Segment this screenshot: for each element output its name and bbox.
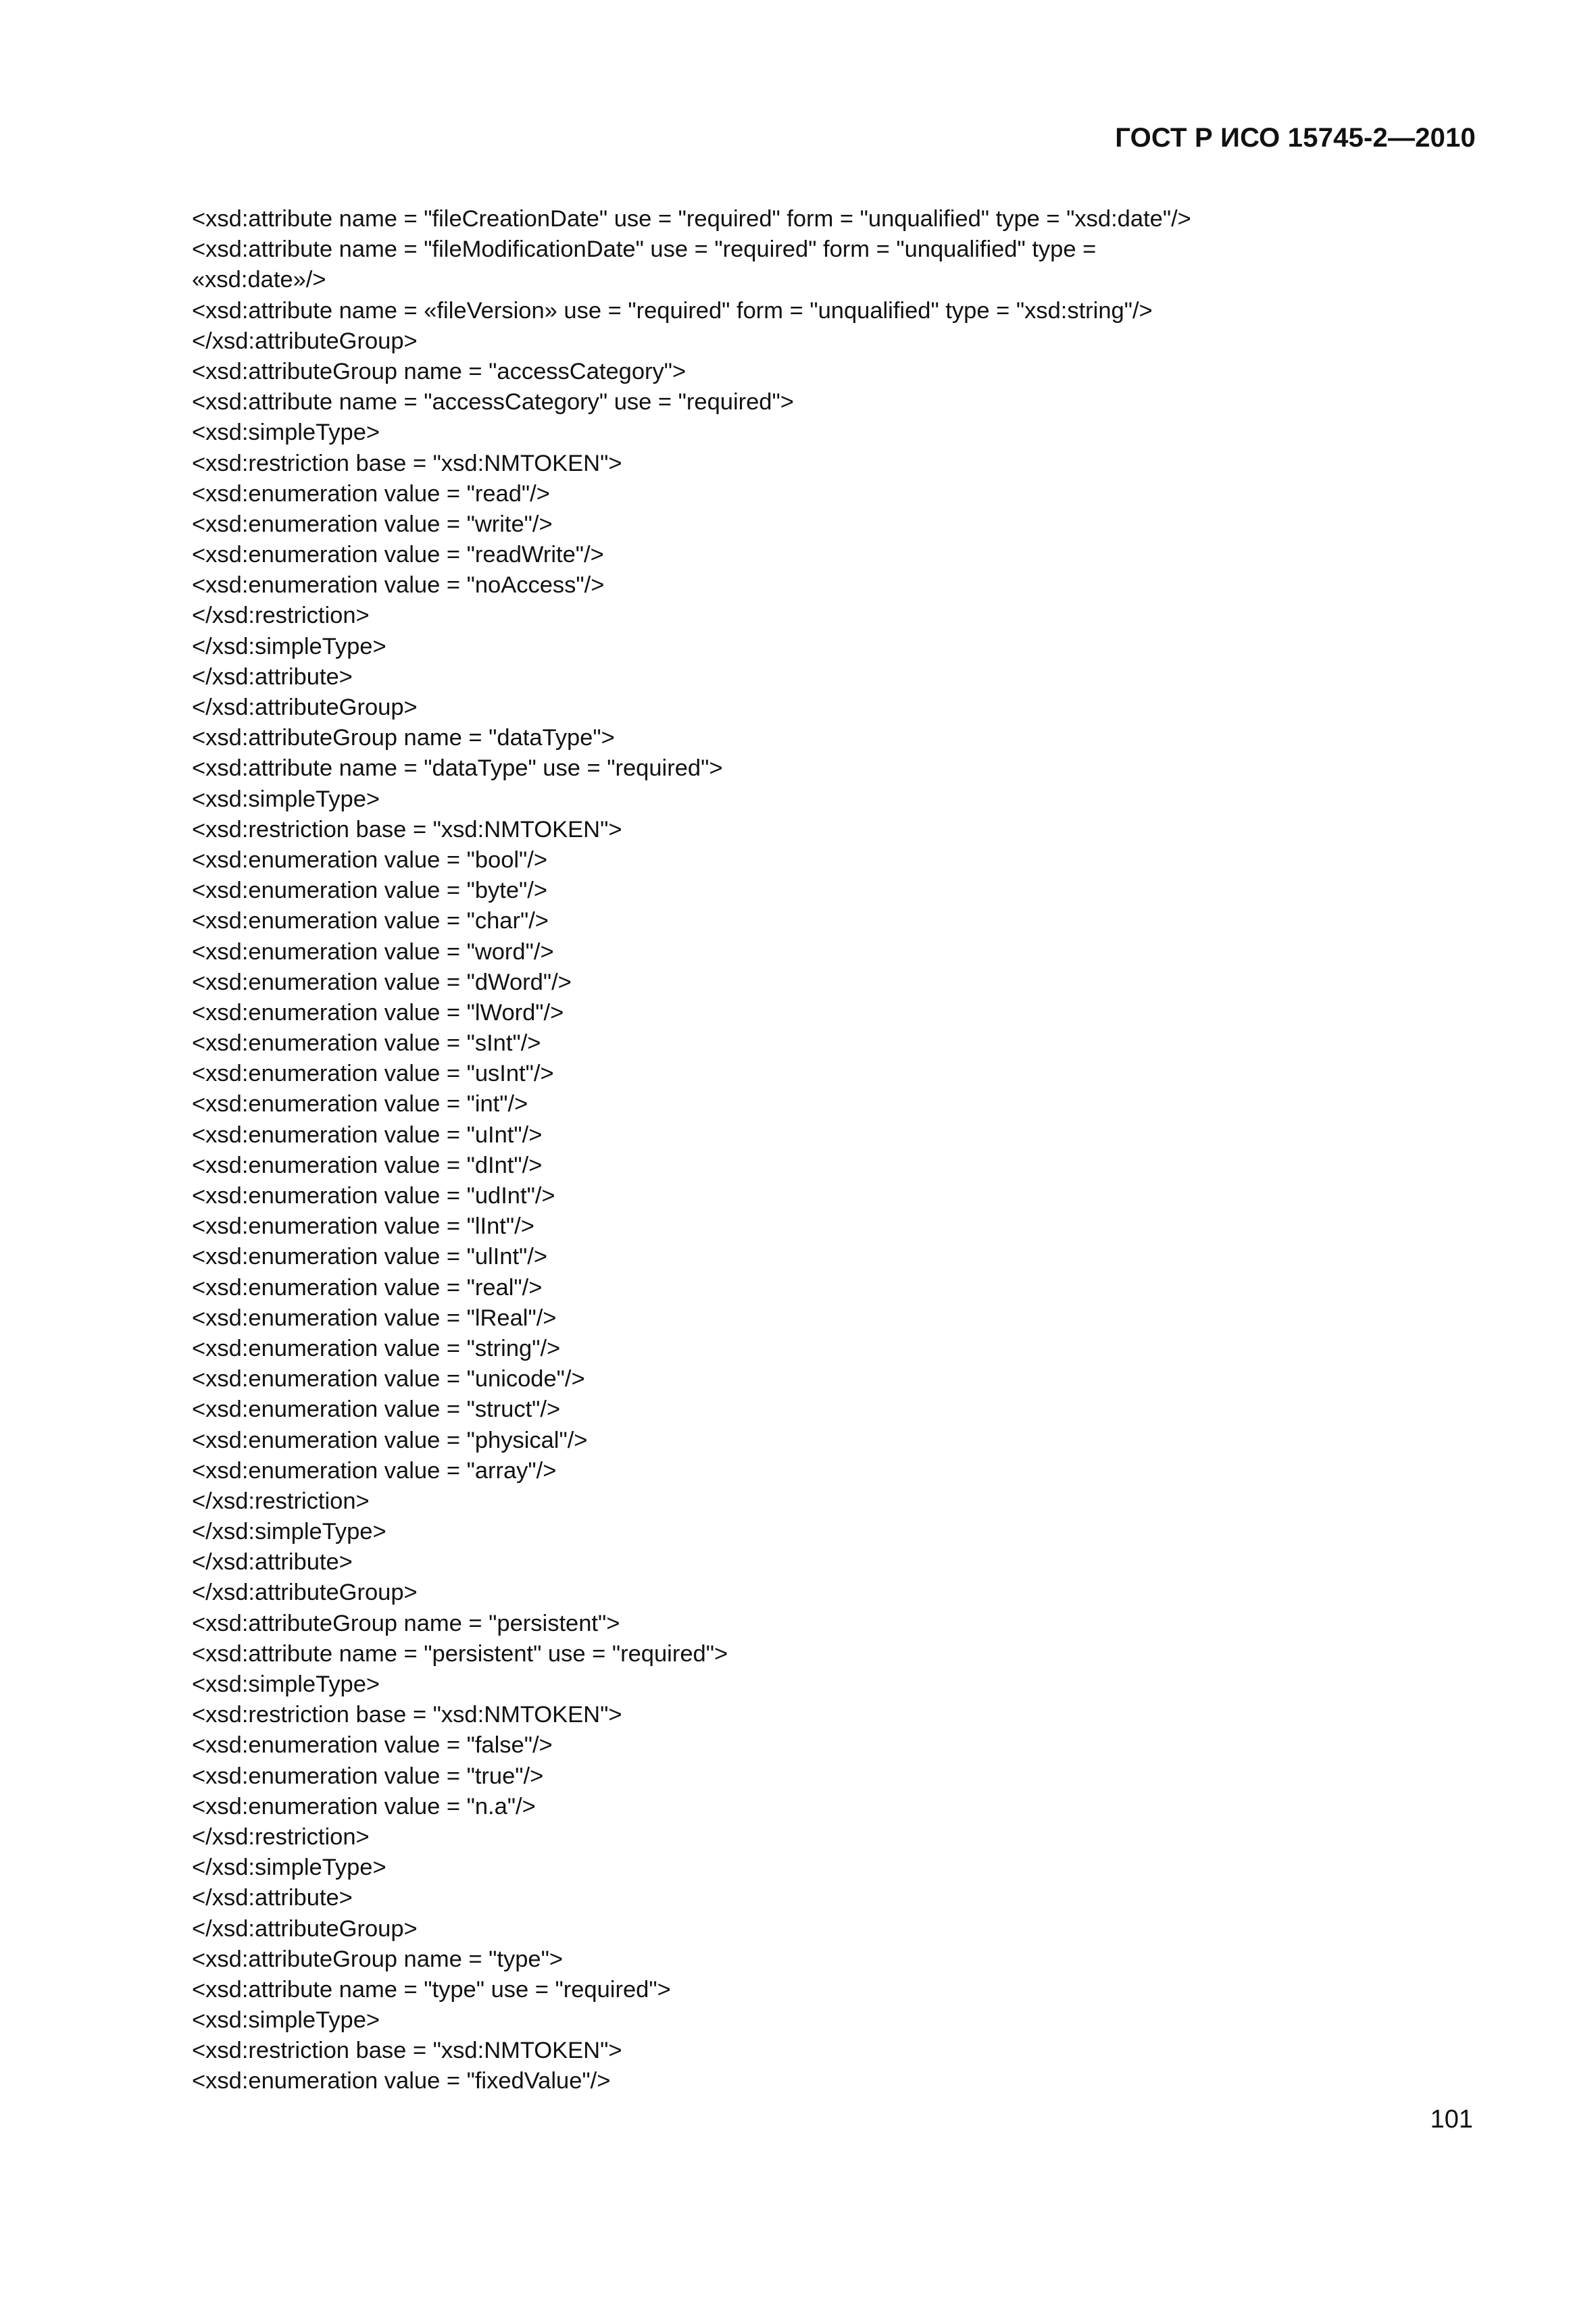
code-line: <xsd:enumeration value = "string"/> (192, 1335, 561, 1361)
code-line: </xsd:restriction> (192, 1823, 370, 1850)
code-line: <xsd:attributeGroup name = "type"> (192, 1946, 564, 1972)
code-line: <xsd:attribute name = "accessCategory" use = "required"> (192, 389, 794, 416)
code-line: </xsd:simpleType> (192, 1519, 386, 1545)
code-line: <xsd:enumeration value = "readWrite"/> (192, 542, 604, 568)
code-line: <xsd:enumeration value = "char"/> (192, 908, 549, 934)
code-line: <xsd:attributeGroup name = "dataType"> (192, 725, 615, 751)
code-line: <xsd:enumeration value = "bool"/> (192, 847, 548, 873)
code-line: <xsd:enumeration value = "write"/> (192, 511, 553, 537)
code-line: <xsd:enumeration value = "array"/> (192, 1457, 557, 1484)
code-line: <xsd:attributeGroup name = "accessCategory"> (192, 358, 687, 384)
code-line: </xsd:attributeGroup> (192, 1915, 418, 1942)
code-line: <xsd:enumeration value = "unicode"/> (192, 1366, 585, 1392)
code-line: <xsd:enumeration value = "word"/> (192, 938, 554, 965)
code-line: </xsd:simpleType> (192, 1855, 386, 1881)
code-line: <xsd:enumeration value = "lInt"/> (192, 1213, 534, 1240)
code-line: </xsd:attributeGroup> (192, 328, 418, 354)
code-line: <xsd:simpleType> (192, 1671, 380, 1697)
code-line: <xsd:enumeration value = "real"/> (192, 1274, 543, 1301)
code-line: <xsd:attribute name = "type" use = "required"> (192, 1976, 671, 2003)
code-line: <xsd:enumeration value = "sInt"/> (192, 1030, 541, 1057)
code-line: <xsd:enumeration value = "fixedValue"/> (192, 2068, 611, 2094)
code-line: <xsd:attribute name = «fileVersion» use = "required" form = "unqualified" type = "xsd:string"/> (192, 297, 1153, 324)
code-line: <xsd:enumeration value = "struct"/> (192, 1397, 561, 1423)
code-line: «xsd:date»/> (192, 267, 326, 293)
code-line: </xsd:simpleType> (192, 633, 386, 659)
code-line: <xsd:enumeration value = "true"/> (192, 1763, 544, 1789)
code-line: </xsd:restriction> (192, 1488, 370, 1514)
code-line: <xsd:attribute name = "fileModificationDate" use = "required" form = "unqualified" type = (192, 236, 1097, 263)
code-line: <xsd:restriction base = "xsd:NMTOKEN"> (192, 2038, 622, 2064)
code-line: <xsd:enumeration value = "physical"/> (192, 1427, 588, 1453)
code-line: <xsd:enumeration value = "int"/> (192, 1091, 528, 1117)
code-line: <xsd:enumeration value = "read"/> (192, 480, 550, 507)
page-number: 101 (1430, 2105, 1473, 2134)
code-line: <xsd:enumeration value = "uInt"/> (192, 1122, 543, 1148)
code-line: <xsd:simpleType> (192, 786, 380, 812)
code-line: </xsd:attribute> (192, 663, 353, 690)
code-line: <xsd:enumeration value = "dWord"/> (192, 969, 572, 995)
code-line: <xsd:restriction base = "xsd:NMTOKEN"> (192, 816, 622, 842)
code-line: </xsd:attribute> (192, 1885, 353, 1911)
code-line: <xsd:attributeGroup name = "persistent"> (192, 1610, 620, 1636)
code-line: </xsd:attribute> (192, 1549, 353, 1576)
page-header-standard-id: ГОСТ Р ИСО 15745-2—2010 (1115, 123, 1476, 153)
code-line: </xsd:restriction> (192, 603, 370, 629)
code-line: <xsd:enumeration value = "usInt"/> (192, 1061, 554, 1087)
code-line: <xsd:simpleType> (192, 420, 380, 446)
code-line: </xsd:attributeGroup> (192, 1580, 418, 1606)
code-line: <xsd:enumeration value = "n.a"/> (192, 1793, 536, 1819)
code-line: <xsd:enumeration value = "lReal"/> (192, 1305, 557, 1331)
xsd-code-listing (192, 204, 1476, 2097)
code-line: <xsd:enumeration value = "udInt"/> (192, 1183, 555, 1209)
code-line: <xsd:attribute name = "dataType" use = "required"> (192, 755, 723, 782)
code-line: <xsd:restriction base = "xsd:NMTOKEN"> (192, 450, 622, 476)
code-line: <xsd:simpleType> (192, 2007, 380, 2034)
code-line: <xsd:enumeration value = "false"/> (192, 1732, 553, 1759)
code-line: <xsd:enumeration value = "byte"/> (192, 878, 548, 904)
code-line: <xsd:attribute name = "fileCreationDate" use = "required" form = "unqualified" type = "xsd:date"/> (192, 206, 1191, 232)
code-line: <xsd:enumeration value = "lWord"/> (192, 999, 564, 1026)
code-line: <xsd:attribute name = "persistent" use = "required"> (192, 1640, 728, 1667)
code-line: <xsd:restriction base = "xsd:NMTOKEN"> (192, 1702, 622, 1728)
code-line: <xsd:enumeration value = "ulInt"/> (192, 1244, 548, 1270)
code-line: </xsd:attributeGroup> (192, 695, 418, 720)
code-line: <xsd:enumeration value = "noAccess"/> (192, 572, 605, 599)
code-line: <xsd:enumeration value = "dInt"/> (192, 1152, 543, 1178)
